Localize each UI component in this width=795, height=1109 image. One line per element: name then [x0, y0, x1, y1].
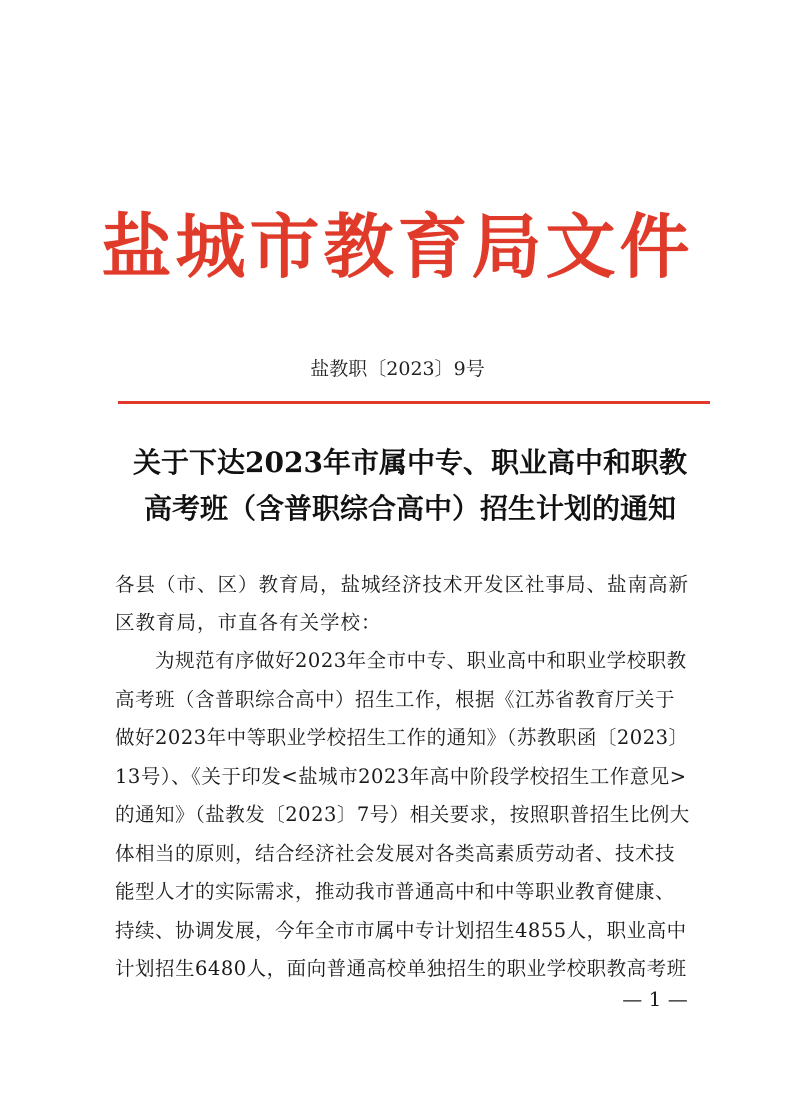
notice-title-line-2: 高考班（含普职综合高中）招生计划的通知: [143, 492, 676, 525]
body-line-3: 做好2023年中等职业学校招生工作的通知》（苏教职函〔2023〕: [115, 726, 689, 749]
body-line-4: 13号）、《关于印发<盐城市2023年高中阶段学校招生工作意见>: [115, 764, 687, 788]
body-line-7: 能型人才的实际需求，推动我市普通高中和中等职业教育健康、: [115, 880, 676, 903]
notice-title-line-1: 关于下达2023年市属中专、职业高中和职教: [133, 446, 687, 479]
body-line-8: 持续、协调发展，今年全市市属中专计划招生4855人，职业高中: [115, 918, 687, 942]
red-divider-line: [118, 401, 710, 404]
document-header-title: 盐城市教育局文件: [101, 205, 694, 288]
document-number: 盐教职〔2023〕9号: [310, 358, 485, 380]
addressee-line-1: 各县（市、区）教育局，盐城经济技术开发区社事局、盐南高新: [115, 573, 690, 596]
body-line-5: 的通知》（盐教发〔2023〕7号）相关要求，按照职普招生比例大: [115, 803, 690, 826]
page-number: — 1 —: [622, 987, 688, 1011]
addressee-line-2: 区教育局，市直各有关学校：: [115, 611, 382, 634]
notice-title: [100, 440, 720, 532]
body-line-1: 为规范有序做好2023年全市中专、职业高中和职业学校职教: [155, 649, 687, 672]
body-line-2: 高考班（含普职综合高中）招生工作，根据《江苏省教育厅关于: [115, 687, 676, 711]
body-line-9: 计划招生6480人，面向普通高校单独招生的职业学校职教高考班: [115, 957, 687, 980]
addressee-block: [115, 566, 715, 642]
body-paragraph: [115, 642, 715, 989]
body-line-6: 体相当的原则，结合经济社会发展对各类高素质劳动者、技术技: [115, 841, 676, 865]
